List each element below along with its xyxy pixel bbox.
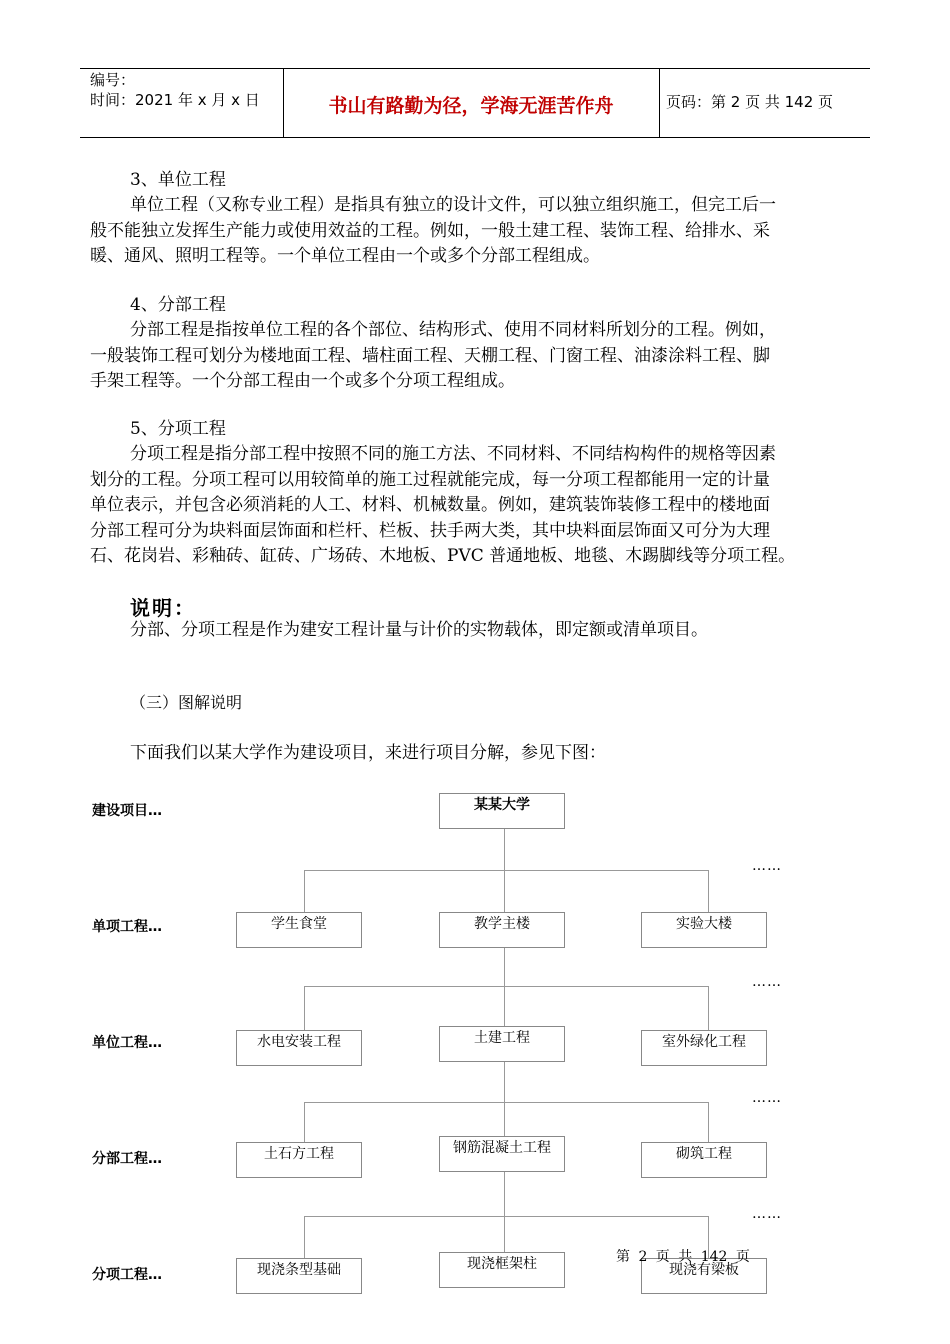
diagram-node: 土石方工程 xyxy=(236,1142,362,1178)
diagram-node-root: 某某大学 xyxy=(439,793,565,829)
level-label: 分项工程… xyxy=(92,1267,162,1283)
header-right-cell xyxy=(660,69,870,137)
connector-line xyxy=(708,870,709,912)
diagram-node: 现浇有梁板 xyxy=(641,1258,767,1294)
connector-line xyxy=(504,986,505,1026)
number-label: 编号： xyxy=(90,71,136,89)
paragraph-line: 一般装饰工程可划分为楼地面工程、墙柱面工程、天棚工程、门窗工程、油漆涂料工程、脚 xyxy=(90,345,770,366)
note-text: 分部、分项工程是作为建安工程计量与计价的实物载体，即定额或清单项目。 xyxy=(130,620,708,640)
paragraph-line: 分部工程是指按单位工程的各个部位、结构形式、使用不同材料所划分的工程。例如， xyxy=(130,320,776,340)
section-3-title: 3、单位工程 xyxy=(130,170,226,190)
connector-line xyxy=(304,870,305,912)
connector-line xyxy=(304,1216,708,1217)
connector-line xyxy=(504,1172,505,1216)
page-info: 页码：第 2 页 共 142 页 xyxy=(666,93,834,111)
section-5-paragraph xyxy=(90,442,870,570)
level-label: 单位工程… xyxy=(92,1035,162,1051)
connector-line xyxy=(304,870,708,871)
paragraph-line: 手架工程等。一个分部工程由一个或多个分项工程组成。 xyxy=(90,371,515,391)
diagram-section-title: （三）图解说明 xyxy=(130,693,243,712)
paragraph-line: 暖、通风、照明工程等。一个单位工程由一个或多个分部工程组成。 xyxy=(90,246,600,266)
connector-line xyxy=(304,986,305,1030)
diagram-node: 现浇框架柱 xyxy=(439,1252,565,1288)
diagram-intro: 下面我们以某大学作为建设项目，来进行项目分解，参见下图： xyxy=(130,743,606,763)
paragraph-line: 划分的工程。分项工程可以用较简单的施工过程就能完成，每一分项工程都能用一定的计量 xyxy=(90,469,770,490)
diagram-node: 实验大楼 xyxy=(641,912,767,948)
header-left-cell xyxy=(80,69,284,137)
connector-line xyxy=(504,870,505,912)
connector-line xyxy=(708,986,709,1030)
footer-page-number: 第 2 页 共 142 页 xyxy=(616,1249,750,1265)
connector-line xyxy=(304,986,708,987)
note-title: 说明： xyxy=(130,596,196,620)
paragraph-line: 分部工程可分为块料面层饰面和栏杆、栏板、扶手两大类，其中块料面层饰面又可分为大理 xyxy=(90,520,770,541)
connector-line xyxy=(504,1062,505,1102)
section-4-paragraph xyxy=(90,318,870,395)
paragraph-line: 分项工程是指分部工程中按照不同的施工方法、不同材料、不同结构构件的规格等因素 xyxy=(130,444,776,464)
level-label: 建设项目… xyxy=(92,803,162,819)
diagram-node: 现浇条型基础 xyxy=(236,1258,362,1294)
ellipsis: …… xyxy=(752,974,782,990)
connector-line xyxy=(304,1102,708,1103)
connector-line xyxy=(504,1216,505,1252)
level-label: 分部工程… xyxy=(92,1151,162,1167)
diagram-node: 砌筑工程 xyxy=(641,1142,767,1178)
level-label: 单项工程… xyxy=(92,919,162,935)
diagram-node: 教学主楼 xyxy=(439,912,565,948)
diagram-node: 钢筋混凝土工程 xyxy=(439,1136,565,1172)
header-middle-cell xyxy=(283,69,660,137)
connector-line xyxy=(504,829,505,870)
connector-line xyxy=(708,1102,709,1142)
section-4-title: 4、分部工程 xyxy=(130,295,226,315)
ellipsis: …… xyxy=(752,858,782,874)
ellipsis: …… xyxy=(752,1206,782,1222)
time-label: 时间：2021 年 x 月 x 日 xyxy=(90,91,260,109)
section-3-paragraph xyxy=(90,193,870,270)
paragraph-line: 石、花岗岩、彩釉砖、缸砖、广场砖、木地板、PVC 普通地板、地毯、木踢脚线等分项工程。 xyxy=(90,546,796,566)
diagram-node: 土建工程 xyxy=(439,1026,565,1062)
diagram-node: 水电安装工程 xyxy=(236,1030,362,1066)
connector-line xyxy=(304,1102,305,1142)
section-5-title: 5、分项工程 xyxy=(130,419,226,439)
connector-line xyxy=(504,1102,505,1136)
connector-line xyxy=(304,1216,305,1258)
paragraph-line: 般不能独立发挥生产能力或使用效益的工程。例如，一般土建工程、装饰工程、给排水、采 xyxy=(90,220,770,241)
paragraph-line: 单位工程（又称专业工程）是指具有独立的设计文件，可以独立组织施工，但完工后一 xyxy=(130,195,776,215)
diagram-node: 学生食堂 xyxy=(236,912,362,948)
slogan: 书山有路勤为径，学海无涯苦作舟 xyxy=(328,95,614,117)
ellipsis: …… xyxy=(752,1090,782,1106)
connector-line xyxy=(504,948,505,986)
diagram-node: 室外绿化工程 xyxy=(641,1030,767,1066)
paragraph-line: 单位表示，并包含必须消耗的人工、材料、机械数量。例如，建筑装饰装修工程中的楼地面 xyxy=(90,495,770,515)
header-table xyxy=(80,68,870,138)
